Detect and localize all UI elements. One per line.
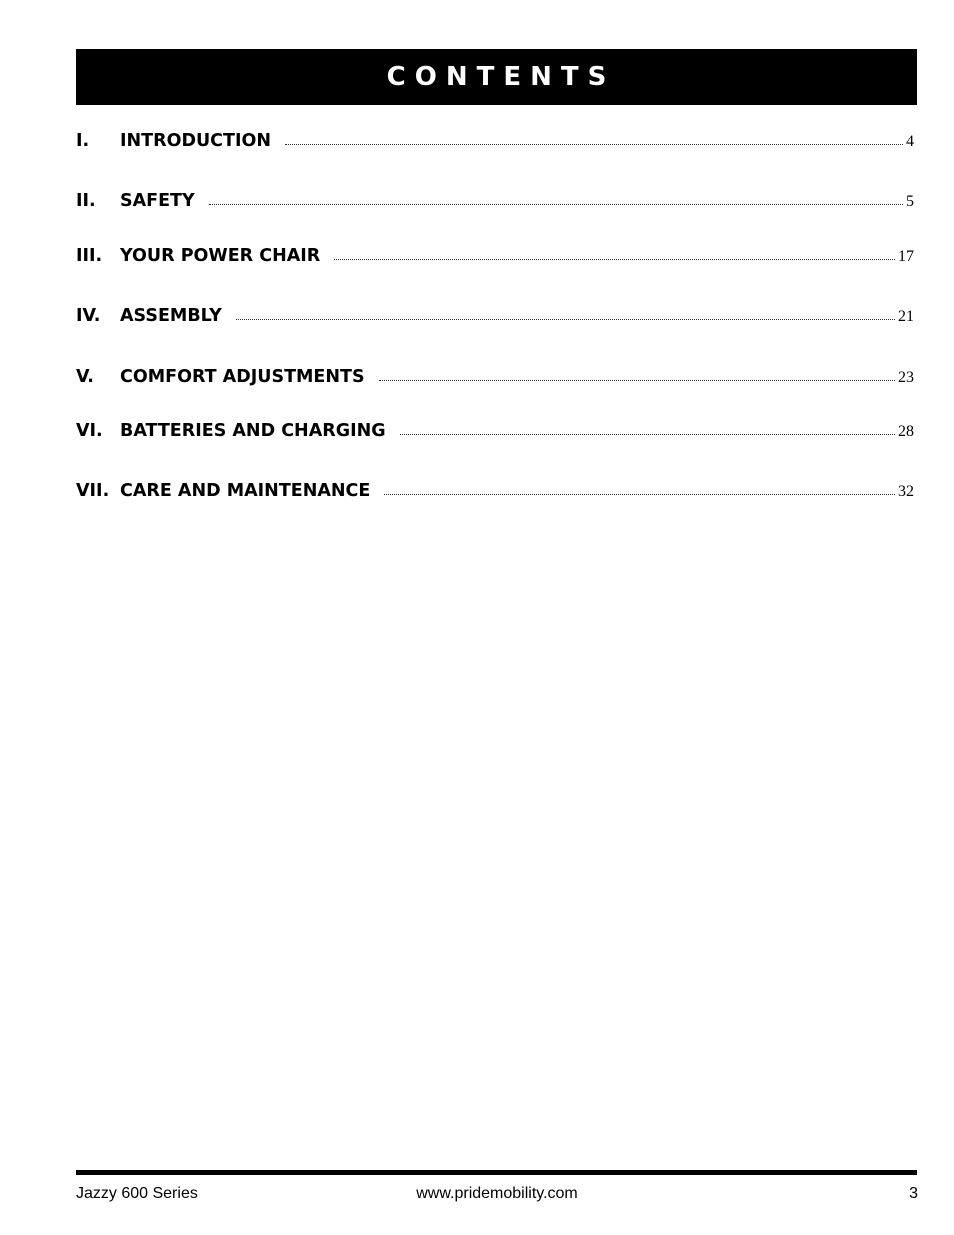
toc-dot-leader [334,255,895,260]
toc-entry-title: YOUR POWER CHAIR [120,246,321,266]
toc-entry-number: V. [76,367,94,387]
toc-entry-page: 17 [898,248,914,265]
toc-entry-title: ASSEMBLY [120,306,222,326]
toc-dot-leader [285,140,903,145]
toc-entry-title: SAFETY [120,191,195,211]
contents-header-bar [76,49,917,105]
toc-entry-page: 28 [898,423,914,440]
toc-entry-title: INTRODUCTION [120,131,271,151]
footer-page-number: 3 [909,1185,918,1202]
footer-website-link[interactable]: www.pridemobility.com [416,1185,578,1202]
toc-entry-introduction[interactable] [76,131,914,155]
page-footer [76,1185,918,1205]
toc-dot-leader [400,430,895,435]
toc-entry-page: 5 [906,193,914,210]
toc-entry-batteries-and-charging[interactable] [76,421,914,445]
toc-entry-page: 21 [898,308,914,325]
toc-dot-leader [379,376,895,381]
toc-entry-title: CARE AND MAINTENANCE [120,481,371,501]
toc-dot-leader [236,315,895,320]
toc-entry-page: 32 [898,483,914,500]
toc-entry-page: 23 [898,369,914,386]
toc-entry-number: VI. [76,421,103,441]
toc-entry-safety[interactable] [76,191,914,215]
toc-entry-number: I. [76,131,90,151]
toc-entry-page: 4 [906,133,914,150]
toc-entry-comfort-adjustments[interactable] [76,367,914,391]
toc-entry-number: III. [76,246,103,266]
toc-entry-number: IV. [76,306,101,326]
toc-entry-number: VII. [76,481,110,501]
footer-rule [76,1170,917,1175]
page-title: CONTENTS [386,62,616,92]
toc-entry-number: II. [76,191,96,211]
footer-product-name: Jazzy 600 Series [76,1185,198,1202]
toc-entry-title: BATTERIES AND CHARGING [120,421,386,441]
toc-entry-assembly[interactable] [76,306,914,330]
toc-dot-leader [384,490,895,495]
toc-entry-title: COMFORT ADJUSTMENTS [120,367,365,387]
toc-dot-leader [209,200,903,205]
toc-entry-your-power-chair[interactable] [76,246,914,270]
toc-entry-care-and-maintenance[interactable] [76,481,914,505]
